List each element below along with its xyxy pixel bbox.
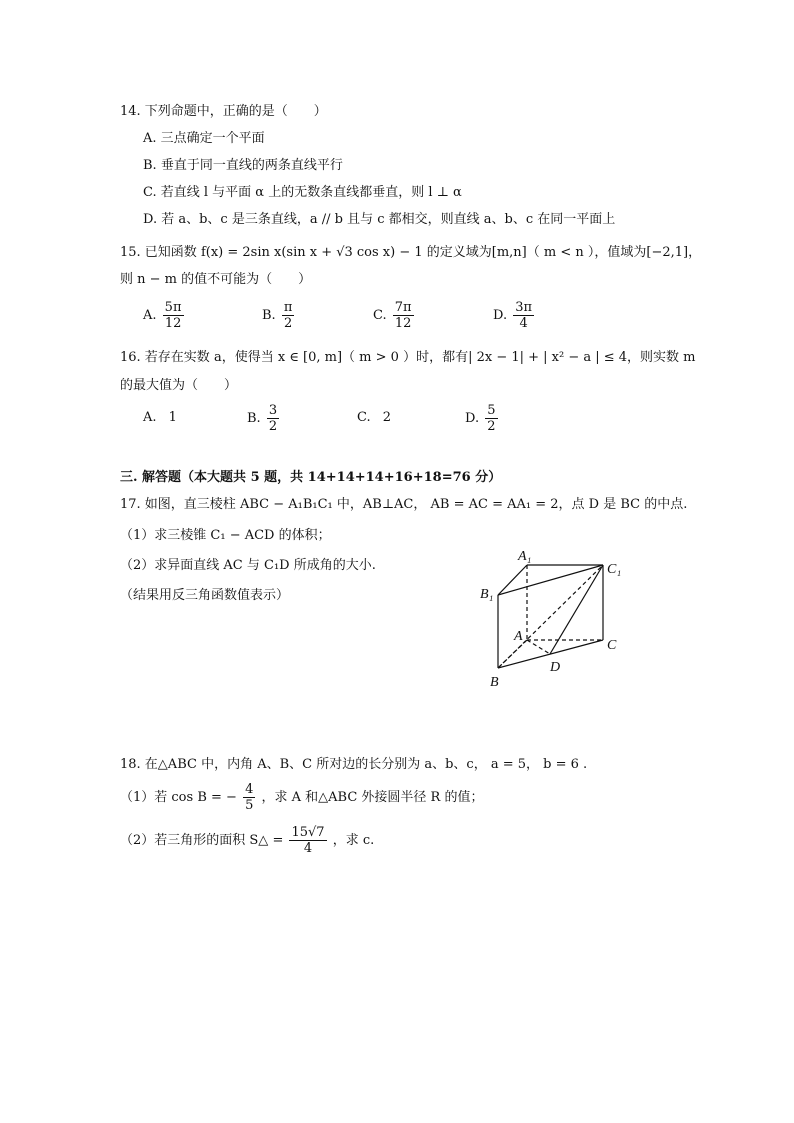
- q15-option-b-denominator: 2: [283, 316, 293, 331]
- q15-option-d-denominator: 4: [519, 316, 528, 331]
- q15-stem-line2: 则 n − m 的值不可能为（ ）: [120, 272, 312, 287]
- q15-stem-line1: 15. 已知函数 f(x) = 2sin x(sin x + √3 cos x) − 1 的定义域为[m,n]（ m < n ），值域为[−2,1]，: [120, 245, 702, 260]
- q18-part2: [120, 825, 374, 856]
- section3-heading: 三. 解答题（本大题共 5 题，共 14+14+14+16+18=76 分）: [120, 470, 502, 485]
- label-b1: B₁: [480, 587, 494, 602]
- q16-option-d-label: D.: [465, 411, 480, 426]
- q15-option-b-numerator: π: [283, 300, 293, 315]
- q15-option-c-fraction: [393, 300, 414, 331]
- q15-option-d-fraction: [513, 300, 534, 331]
- q17-part2: （2）求异面直线 AC 与 C₁D 所成角的大小.: [120, 558, 376, 573]
- label-a: A: [514, 629, 523, 644]
- q16-option-d-denominator: 2: [487, 419, 496, 434]
- q18-part2-post: ，求 c.: [332, 833, 375, 848]
- q15-option-c-numerator: 7π: [394, 300, 412, 315]
- q17-part1: （1）求三棱锥 C₁ − ACD 的体积；: [120, 528, 331, 543]
- q15-option-b: [262, 300, 296, 331]
- q15-option-a-fraction: [163, 300, 184, 331]
- label-c: C: [607, 638, 617, 653]
- q14-option-d: D. 若 a、b、c 是三条直线，a // b 且与 c 都相交，则直线 a、b、c 在同一平面上: [143, 212, 616, 227]
- q18-part2-fraction: [289, 825, 326, 856]
- q14-option-a: A. 三点确定一个平面: [143, 131, 265, 146]
- q16-option-c-value: 2: [382, 410, 392, 425]
- q15-option-c-denominator: 12: [394, 316, 412, 331]
- q16-option-b-denominator: 2: [268, 419, 278, 434]
- q16-option-d-numerator: 5: [487, 403, 496, 418]
- label-b: B: [490, 675, 499, 690]
- q18-part1: [120, 782, 483, 813]
- q16-option-a: [143, 410, 177, 426]
- q15-option-a-denominator: 12: [164, 316, 182, 331]
- q18-part2-denominator: 4: [303, 841, 313, 856]
- q17-note: （结果用反三角函数值表示）: [120, 588, 290, 603]
- q18-part1-post: ，求 A 和△ABC 外接圆半径 R 的值；: [261, 790, 484, 805]
- q17-stem: 17. 如图，直三棱柱 ABC − A₁B₁C₁ 中，AB⊥AC， AB = AC = AA₁ = 2，点 D 是 BC 的中点.: [120, 497, 688, 512]
- q16-stem-line1: 16. 若存在实数 a，使得当 x ∈ [0, m]（ m > 0 ）时，都有| 2x − 1| + | x² − a | ≤ 4，则实数 m: [120, 350, 696, 365]
- q16-option-d: [465, 403, 500, 434]
- q15-option-d-label: D.: [493, 308, 508, 323]
- q16-stem-line2: 的最大值为（ ）: [120, 378, 238, 393]
- q18-stem: 18. 在△ABC 中，内角 A、B、C 所对边的长分别为 a、b、c， a = 5， b = 6 .: [120, 757, 588, 772]
- q14-option-b: B. 垂直于同一直线的两条直线平行: [143, 158, 343, 173]
- q15-option-b-label: B.: [262, 308, 276, 323]
- label-a1: A₁: [518, 549, 532, 564]
- q16-option-a-value: 1: [168, 410, 177, 425]
- prism-figure: [470, 540, 650, 690]
- q15-option-b-fraction: [282, 300, 295, 331]
- q15-option-a-numerator: 5π: [164, 300, 182, 315]
- label-d: D: [550, 660, 561, 675]
- q15-option-a-label: A.: [143, 308, 157, 323]
- q15-option-a: [143, 300, 186, 331]
- label-c1: C₁: [607, 562, 622, 577]
- q15-option-c: [373, 300, 416, 331]
- q15-option-d-numerator: 3π: [515, 300, 533, 315]
- q14-stem: 14. 下列命题中，正确的是（ ）: [120, 104, 327, 119]
- q18-part1-pre: （1）若 cos B = −: [120, 790, 237, 805]
- q16-option-b: [247, 403, 281, 434]
- q16-option-b-label: B.: [247, 411, 261, 426]
- q16-option-d-fraction: [485, 403, 497, 434]
- q18-part2-numerator: 15√7: [291, 825, 325, 840]
- edge-a-d: [527, 640, 550, 654]
- q15-option-d: [493, 300, 536, 331]
- q18-part1-fraction: [243, 782, 255, 813]
- q18-part1-denominator: 5: [245, 798, 254, 813]
- q16-option-a-label: A.: [143, 410, 157, 425]
- q16-option-c-label: C.: [357, 410, 371, 425]
- q18-part2-pre: （2）若三角形的面积 S△ =: [120, 833, 284, 848]
- q14-option-c: C. 若直线 l 与平面 α 上的无数条直线都垂直，则 l ⊥ α: [143, 185, 462, 200]
- q16-option-c: [357, 410, 391, 426]
- q16-option-b-numerator: 3: [268, 403, 278, 418]
- q18-part1-numerator: 4: [245, 782, 254, 797]
- q16-option-b-fraction: [267, 403, 279, 434]
- q15-option-c-label: C.: [373, 308, 387, 323]
